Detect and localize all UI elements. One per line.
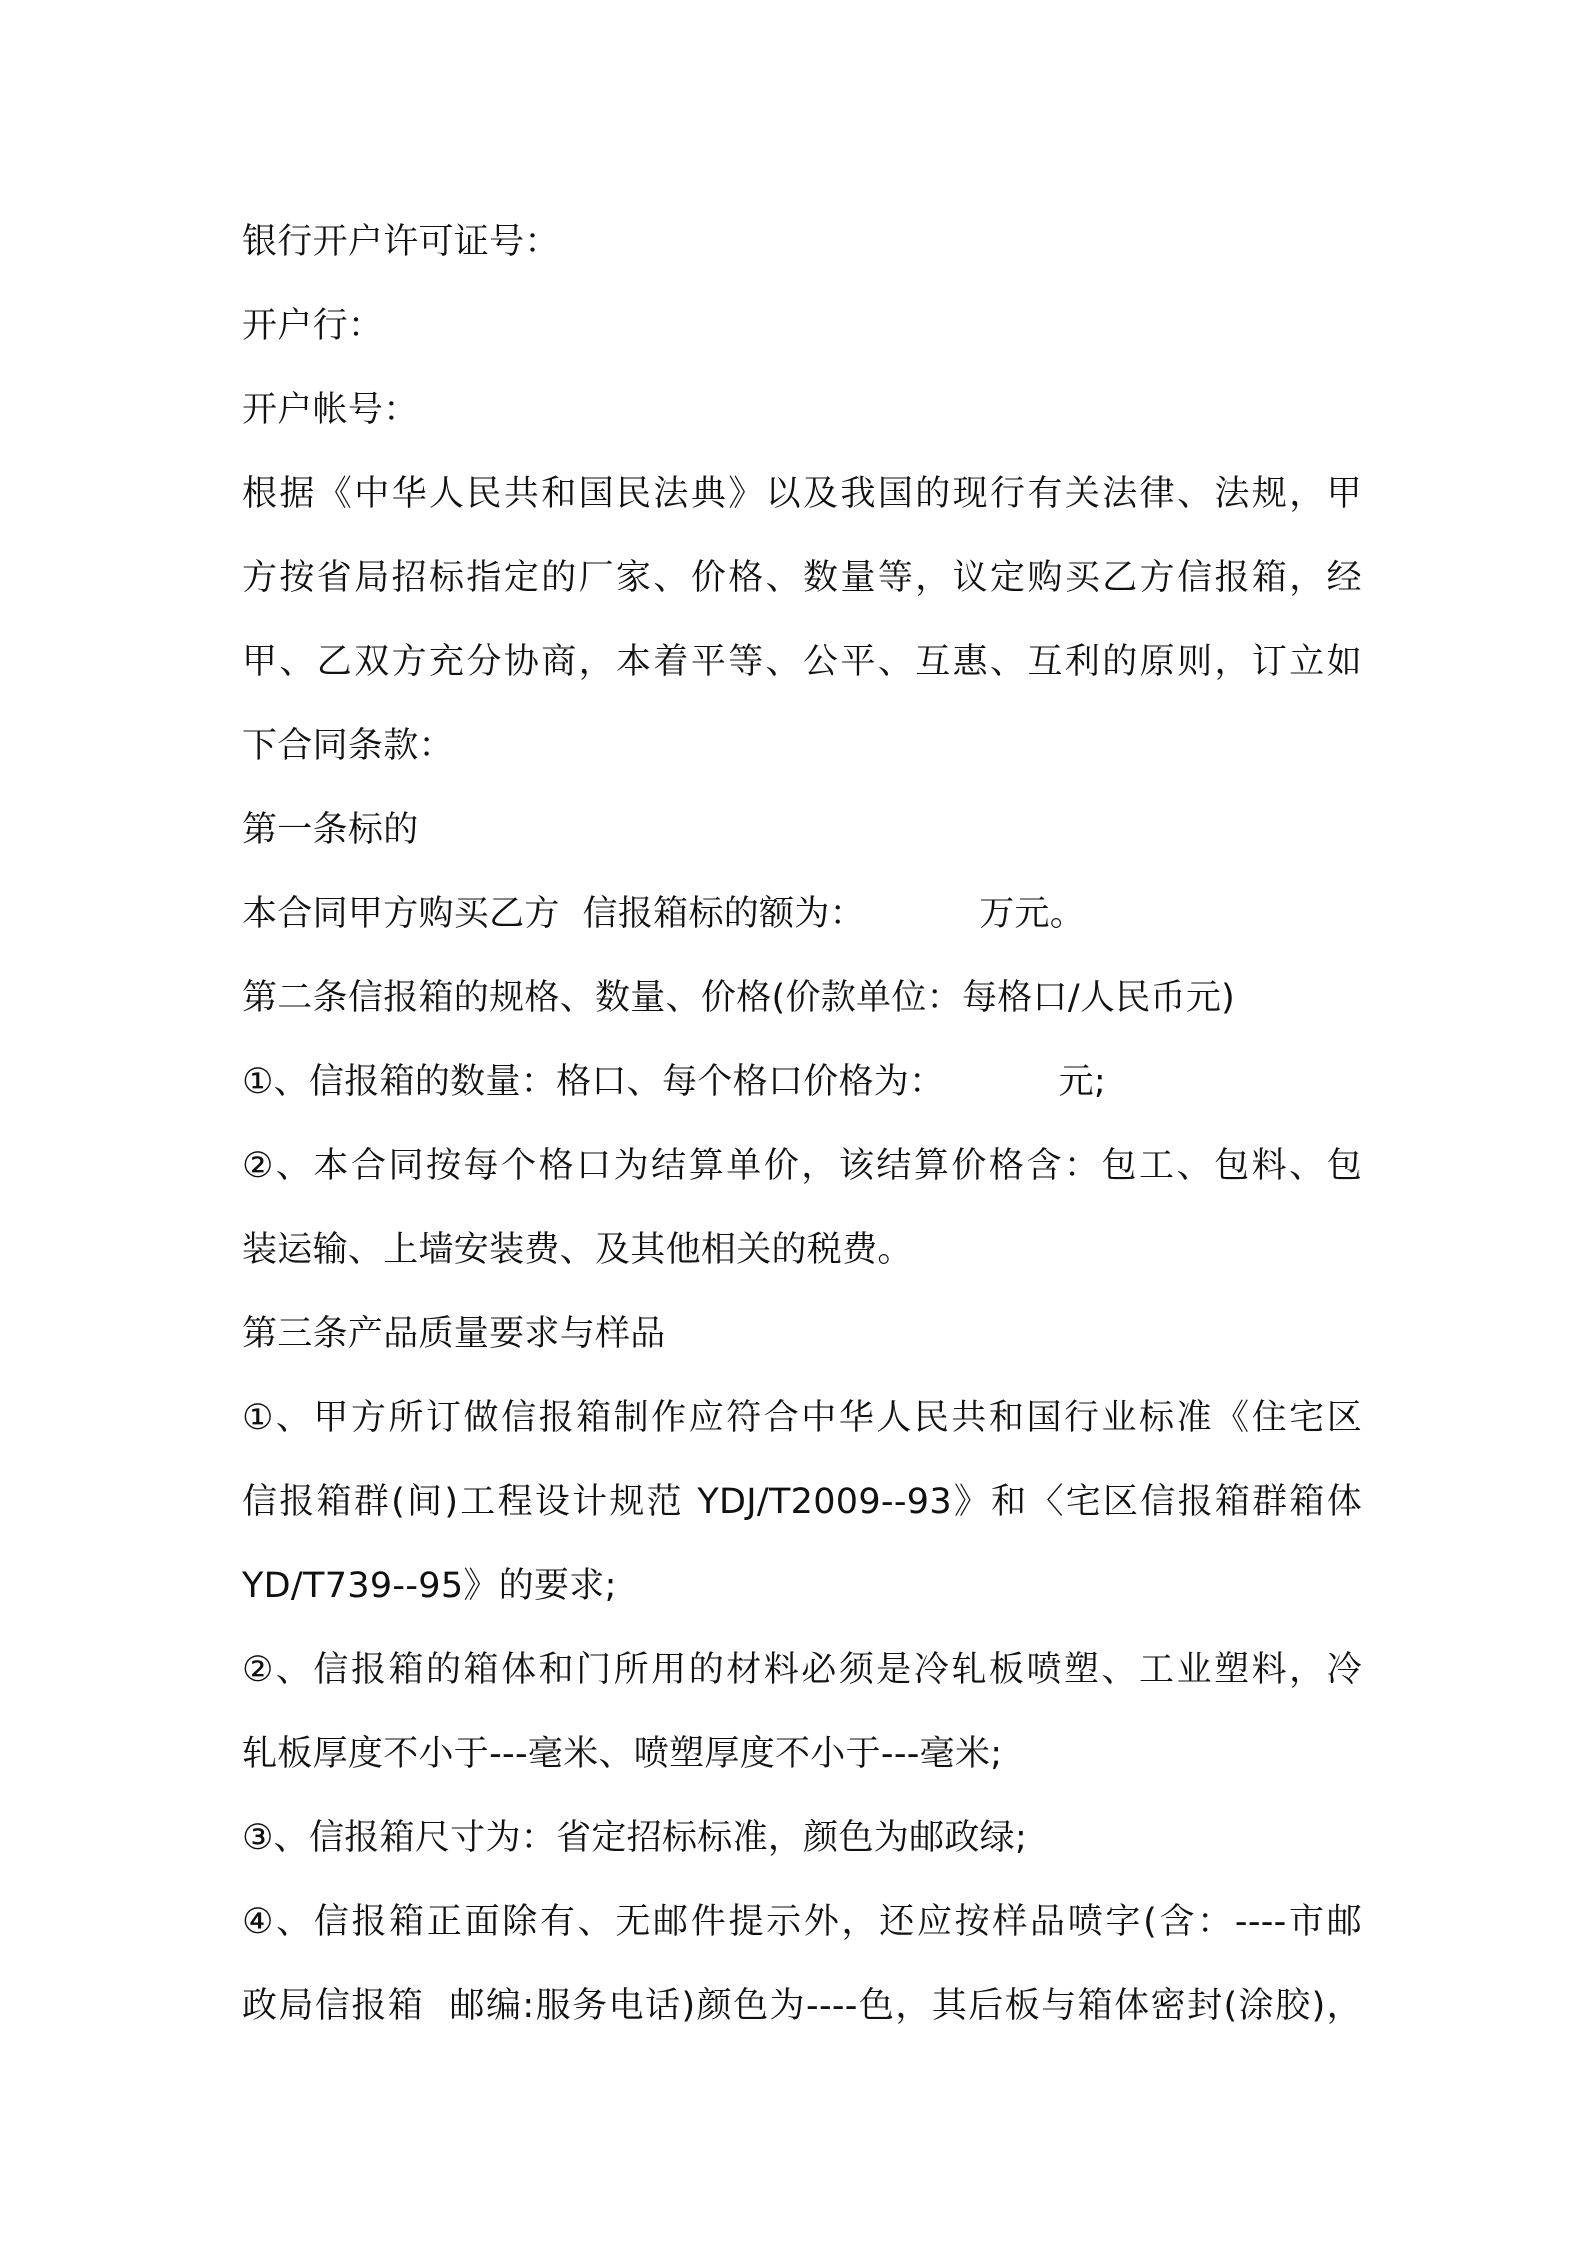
text-line: 根据《中华人民共和国民法典》以及我国的现行有关法律、法规，甲 [242, 474, 1362, 514]
text-line: ①、信报箱的数量：格口、每个格口价格为： 元; [242, 1062, 1107, 1102]
text-line: 银行开户许可证号： [242, 222, 560, 262]
text-line: 信报箱群(间)工程设计规范 YDJ/T2009--93》和〈宅区信报箱群箱体 [242, 1482, 1362, 1522]
text-line: ②、信报箱的箱体和门所用的材料必须是冷轧板喷塑、工业塑料，冷 [242, 1650, 1362, 1690]
text-line: 方按省局招标指定的厂家、价格、数量等，议定购买乙方信报箱，经 [242, 558, 1362, 598]
text-line: 政局信报箱 邮编:服务电话)颜色为----色，其后板与箱体密封(涂胶)， [242, 1986, 1362, 2026]
text-line: 甲、乙双方充分协商，本着平等、公平、互惠、互利的原则，订立如 [242, 642, 1362, 682]
text-line: 装运输、上墙安装费、及其他相关的税费。 [242, 1230, 913, 1270]
text-line: 开户帐号： [242, 390, 419, 430]
text-line: YD/T739--95》的要求; [242, 1566, 617, 1606]
text-line: ②、本合同按每个格口为结算单价，该结算价格含：包工、包料、包 [242, 1146, 1362, 1186]
text-line: 下合同条款： [242, 726, 454, 766]
text-line: ③、信报箱尺寸为：省定招标标准，颜色为邮政绿; [242, 1818, 1028, 1858]
section-heading: 第一条标的 [242, 810, 419, 850]
text-line: 本合同甲方购买乙方 信报箱标的额为： 万元。 [242, 894, 1086, 934]
section-heading: 第三条产品质量要求与样品 [242, 1314, 666, 1354]
text-line: ①、甲方所订做信报箱制作应符合中华人民共和国行业标准《住宅区 [242, 1398, 1362, 1438]
document-body [242, 200, 1362, 2048]
text-line: ④、信报箱正面除有、无邮件提示外，还应按样品喷字(含：----市邮 [242, 1902, 1362, 1942]
section-heading: 第二条信报箱的规格、数量、价格(价款单位：每格口/人民币元) [242, 978, 1236, 1018]
text-line: 轧板厚度不小于---毫米、喷塑厚度不小于---毫米; [242, 1734, 1003, 1774]
text-line: 开户行： [242, 306, 384, 346]
